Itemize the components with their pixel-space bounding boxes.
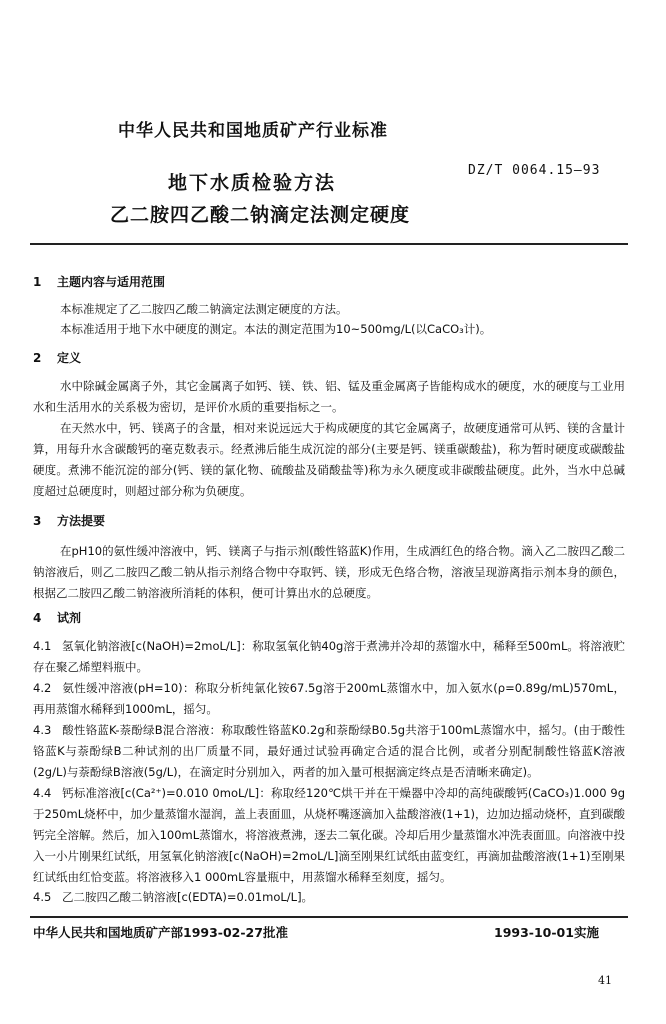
section-title: 方法提要: [57, 514, 106, 528]
issuing-authority: 中华人民共和国地质矿产行业标准: [118, 121, 388, 141]
item-label: 4.1: [33, 639, 52, 653]
paragraph: 在pH10的氨性缓冲溶液中，钙、镁离子与指示剂(酸性铬蓝K)作用，生成酒红色的络合物。滴入乙二胺四乙酸二钠溶液后，则乙二胺四乙酸二钠从指示剂络合物中夺取钙、镁，形成无色络合物，溶液呈现游离指示剂本身的颜色，根据乙二胺四乙酸二钠溶液所消耗的体积，便可计算出水的总硬度。: [33, 544, 625, 600]
section-1-heading: [33, 273, 165, 290]
section-title: 试剂: [57, 611, 82, 625]
reagent-item: [33, 887, 625, 908]
section-3-heading: [33, 512, 105, 529]
section-number: 3: [33, 514, 42, 528]
item-text: 酸性铬蓝K-萘酚绿B混合溶液：称取酸性铬蓝K0.2g和萘酚绿B0.5g共溶于100mL蒸馏水中，摇匀。(由于酸性铬蓝K与萘酚绿B二种试剂的出厂质量不同，最好通过试验再确定合适的混合比例，或者分别配制酸性铬蓝K溶液(2g/L)与萘酚绿B溶液(5g/L)，在滴定时分别加入，两者的加入量可根据滴定终点是否清晰来确定)。: [33, 723, 625, 779]
standard-code: DZ/T 0064.15—93: [468, 163, 601, 178]
document-title-line1: 地下水质检验方法: [168, 172, 337, 194]
item-text: 乙二胺四乙酸二钠溶液[c(EDTA)=0.01moL/L]。: [62, 890, 314, 904]
reagent-item: [33, 720, 625, 783]
reagent-item: [33, 783, 625, 888]
item-text: 氨性缓冲溶液(pH=10)：称取分析纯氯化铵67.5g溶于200mL蒸馏水中，加入氨水(ρ=0.89g/mL)570mL，再用蒸馏水稀释到1000mL，摇匀。: [33, 681, 625, 716]
item-label: 4.3: [33, 723, 52, 737]
approval-line: 中华人民共和国地质矿产部1993-02-27批准: [33, 925, 288, 940]
item-label: 4.4: [33, 786, 52, 800]
item-label: 4.5: [33, 890, 52, 904]
implementation-date: 1993-10-01实施: [494, 925, 599, 940]
section-number: 4: [33, 611, 42, 625]
item-text: 钙标准溶液[c(Ca²⁺)=0.010 0moL/L]：称取经120℃烘干并在干燥器中冷却的高纯碳酸钙(CaCO₃)1.000 9g于250mL烧杯中，加少量蒸馏水湿润，盖上表面皿，从烧杯嘴逐滴加入盐酸溶液(1+1)，边加边摇动烧杯，直到碳酸钙完全溶解。然后，加入100mL蒸馏水，将溶液煮沸，逐去二氧化碳。冷却后用少量蒸馏水冲洗表面皿。向溶液中投入一小片刚果红试纸，用氢氧化钠溶液[c(NaOH)=2moL/L]滴至刚果红试纸由蓝变红，再滴加盐酸溶液(1+1)至刚果红试纸由红恰变蓝。将溶液移入1 000mL容量瓶中，用蒸馏水稀释至刻度，摇匀。: [33, 786, 625, 884]
item-label: 4.2: [33, 681, 52, 695]
footer-divider: [30, 916, 628, 918]
paragraph: 本标准适用于地下水中硬度的测定。本法的测定范围为10~500mg/L(以CaCO₃计)。: [60, 322, 492, 336]
header-divider: [30, 243, 628, 245]
section-title: 主题内容与适用范围: [57, 275, 166, 289]
section-2-heading: [33, 349, 81, 366]
page-number: 41: [598, 974, 612, 987]
section-number: 2: [33, 351, 42, 365]
paragraph: 本标准规定了乙二胺四乙酸二钠滴定法测定硬度的方法。: [60, 302, 348, 316]
reagent-item: [33, 636, 625, 678]
reagent-item: [33, 678, 625, 720]
section-4-heading: [33, 609, 81, 626]
paragraph: 水中除碱金属离子外，其它金属离子如钙、镁、铁、铝、锰及重金属离子皆能构成水的硬度，水的硬度与工业用水和生活用水的关系极为密切，是评价水质的重要指标之一。: [33, 379, 625, 414]
document-title-line2: 乙二胺四乙酸二钠滴定法测定硬度: [110, 204, 411, 226]
section-number: 1: [33, 275, 42, 289]
paragraph: 在天然水中，钙、镁离子的含量，相对来说远远大于构成硬度的其它金属离子，故硬度通常可从钙、镁的含量计算，用每升水含碳酸钙的毫克数表示。经煮沸后能生成沉淀的部分(主要是钙、镁重碳酸盐)，称为暂时硬度或碳酸盐硬度。煮沸不能沉淀的部分(钙、镁的氯化物、硫酸盐及硝酸盐等)称为永久硬度或非碳酸盐硬度。此外，当水中总碱度超过总硬度时，则超过部分称为负硬度。: [33, 421, 625, 498]
item-text: 氢氧化钠溶液[c(NaOH)=2moL/L]：称取氢氧化钠40g溶于煮沸并冷却的蒸馏水中，稀释至500mL。将溶液贮存在聚乙烯塑料瓶中。: [33, 639, 625, 674]
section-title: 定义: [57, 351, 82, 365]
